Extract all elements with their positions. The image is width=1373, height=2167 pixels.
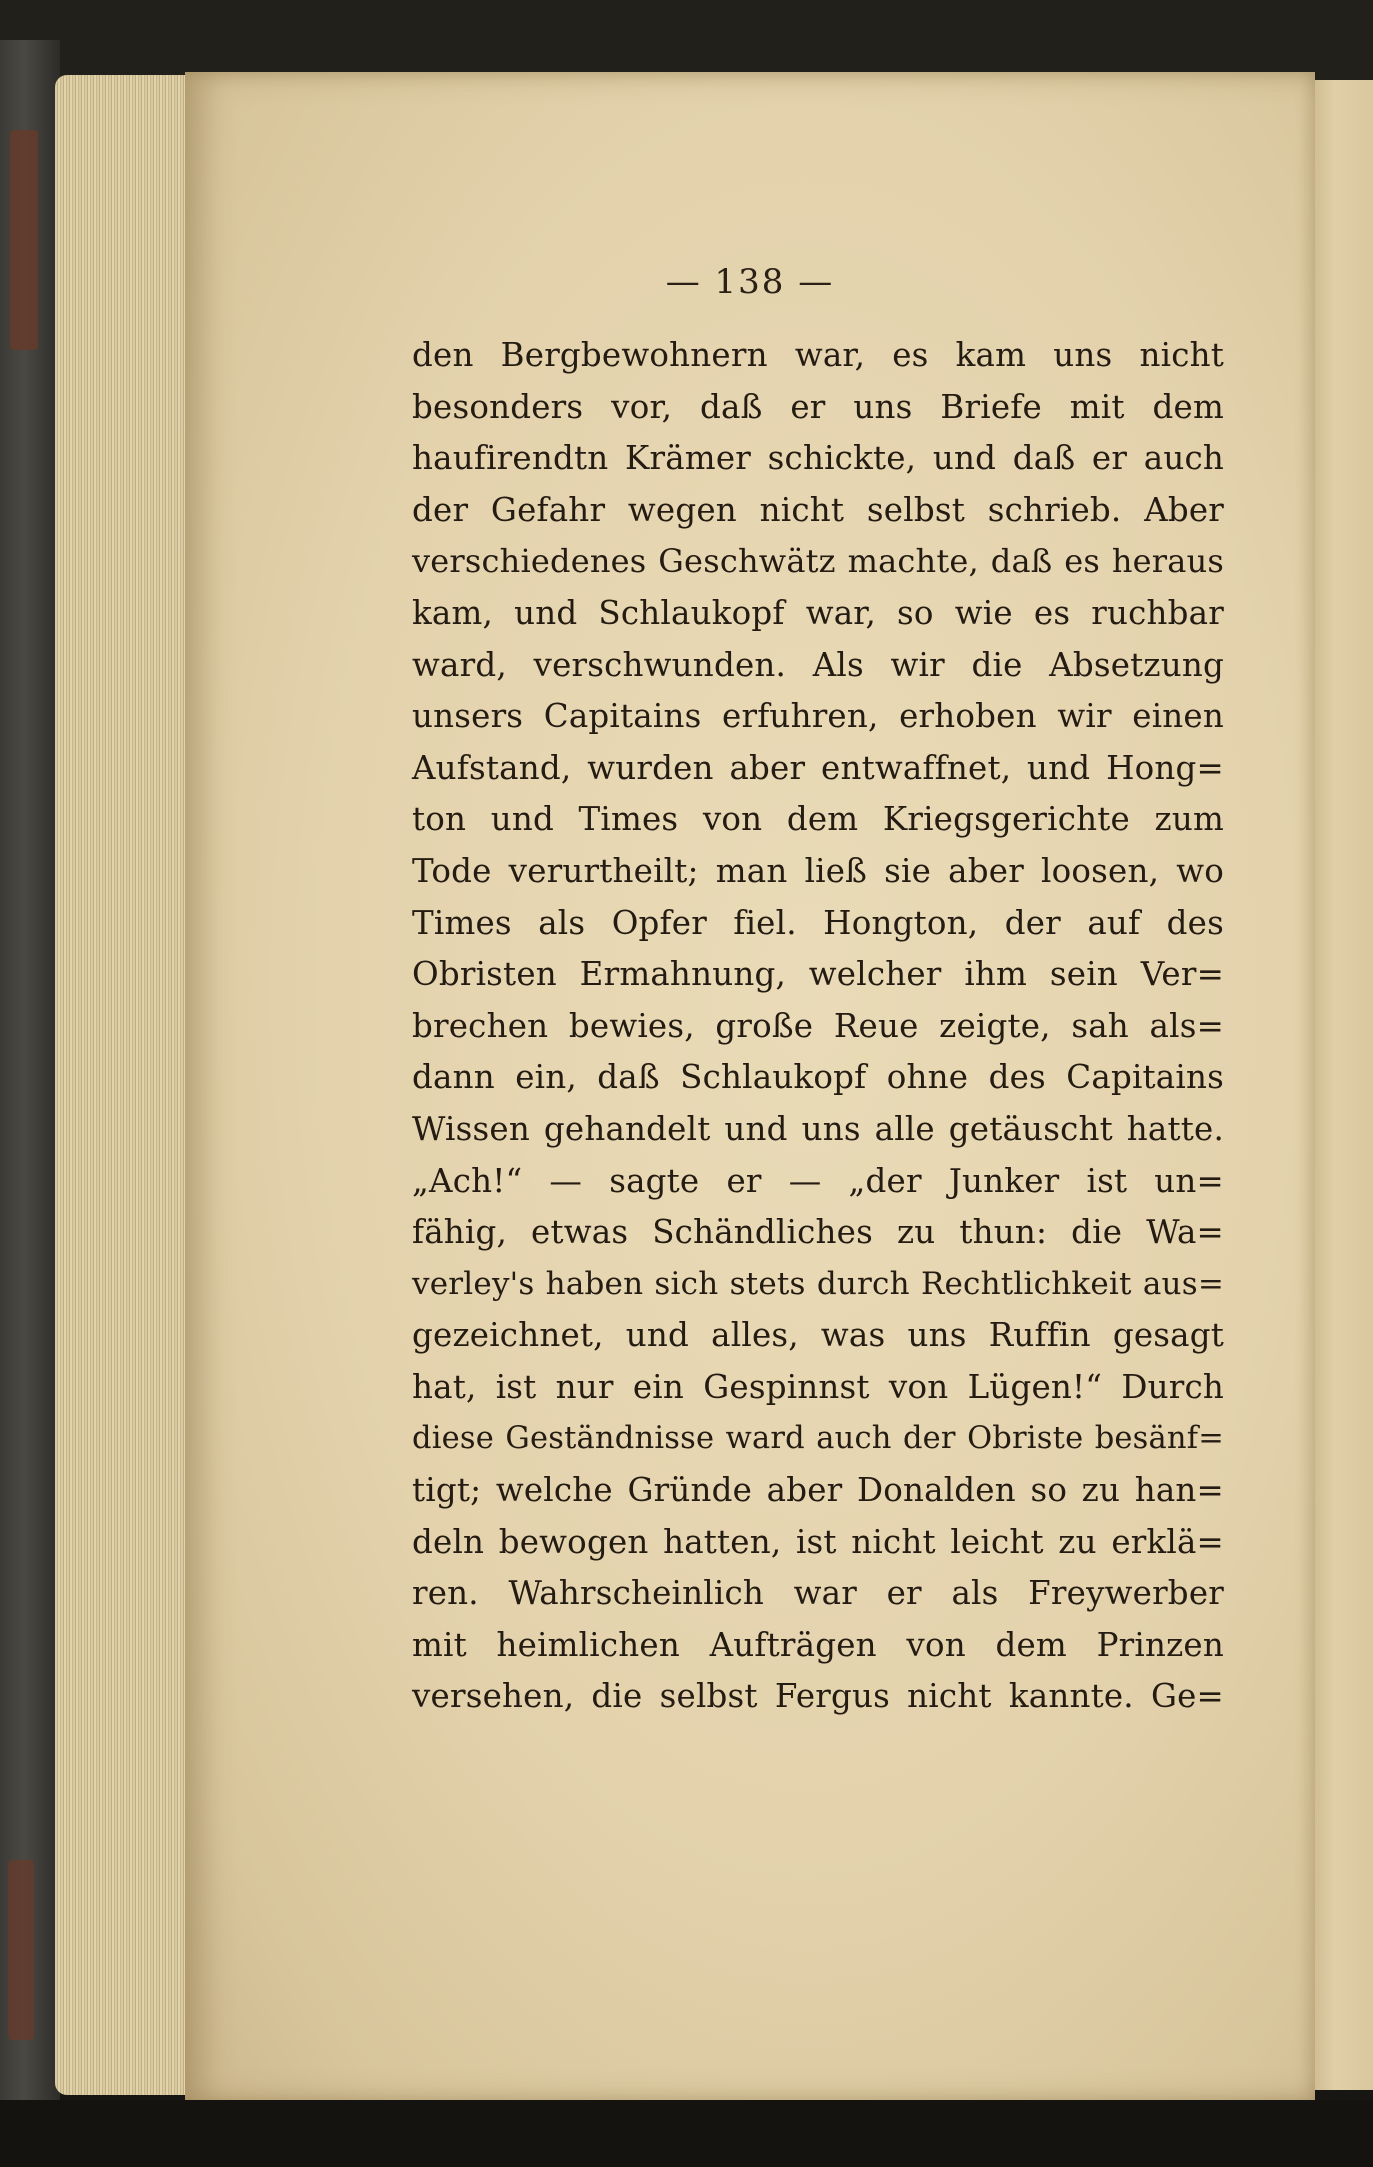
text-line: fähig, etwas Schändliches zu thun: die Wa=	[412, 1213, 1224, 1252]
cover-wear-mark	[8, 1860, 34, 2040]
text-line: den Bergbewohnern war, es kam uns nicht	[412, 336, 1224, 374]
text-line: Obristen Ermahnung, welcher ihm sein Ver=	[412, 955, 1224, 994]
text-line: Wissen gehandelt und uns alle getäuscht hatte.	[412, 1109, 1224, 1148]
text-line: tigt; welche Gründe aber Donalden so zu han=	[412, 1471, 1224, 1510]
text-line: versehen, die selbst Fergus nicht kannte. Ge=	[412, 1677, 1224, 1716]
text-line: haufirendtn Krämer schickte, und daß er auch	[412, 439, 1224, 478]
text-line: ren. Wahrscheinlich war er als Freywerber	[412, 1574, 1224, 1613]
text-line: deln bewogen hatten, ist nicht leicht zu erklä=	[412, 1522, 1224, 1561]
facing-page-edge	[1310, 80, 1373, 2090]
text-line: der Gefahr wegen nicht selbst schrieb. Aber	[412, 490, 1224, 529]
text-line: hat, ist nur ein Gespinnst von Lügen!“ Durch	[412, 1367, 1224, 1406]
text-line: Tode verurtheilt; man ließ sie aber loosen, wo	[412, 851, 1224, 890]
text-line: ton und Times von dem Kriegsgerichte zum	[412, 800, 1224, 839]
text-line: kam, und Schlaukopf war, so wie es ruchbar	[412, 593, 1224, 632]
book-cover-edge	[0, 40, 60, 2100]
text-line: verschiedenes Geschwätz machte, daß es heraus	[412, 542, 1224, 581]
text-line: mit heimlichen Aufträgen von dem Prinzen	[412, 1625, 1224, 1664]
text-line: dann ein, daß Schlaukopf ohne des Capitains	[412, 1058, 1224, 1097]
text-line: gezeichnet, und alles, was uns Ruffin gesagt	[412, 1316, 1224, 1355]
text-line: verley's haben sich stets durch Rechtlichkeit aus=	[412, 1265, 1224, 1302]
text-line: Times als Opfer fiel. Hongton, der auf des	[412, 903, 1224, 942]
text-line: besonders vor, daß er uns Briefe mit dem	[412, 387, 1224, 426]
text-line: ward, verschwunden. Als wir die Absetzung	[412, 645, 1224, 684]
text-line: unsers Capitains erfuhren, erhoben wir einen	[412, 697, 1224, 736]
text-line: brechen bewies, große Reue zeigte, sah als=	[412, 1006, 1224, 1045]
page-stack-edges	[55, 75, 190, 2095]
text-line: „Ach!“ — sagte er — „der Junker ist un=	[412, 1161, 1224, 1200]
body-text	[412, 330, 1224, 1723]
cover-wear-mark	[10, 130, 38, 350]
text-line: diese Geständnisse ward auch der Obriste besänf=	[412, 1421, 1224, 1457]
scan-bottom-border	[0, 2100, 1373, 2167]
text-line: Aufstand, wurden aber entwaffnet, und Hong=	[412, 748, 1224, 787]
page-number-header: — 138 —	[665, 262, 835, 302]
